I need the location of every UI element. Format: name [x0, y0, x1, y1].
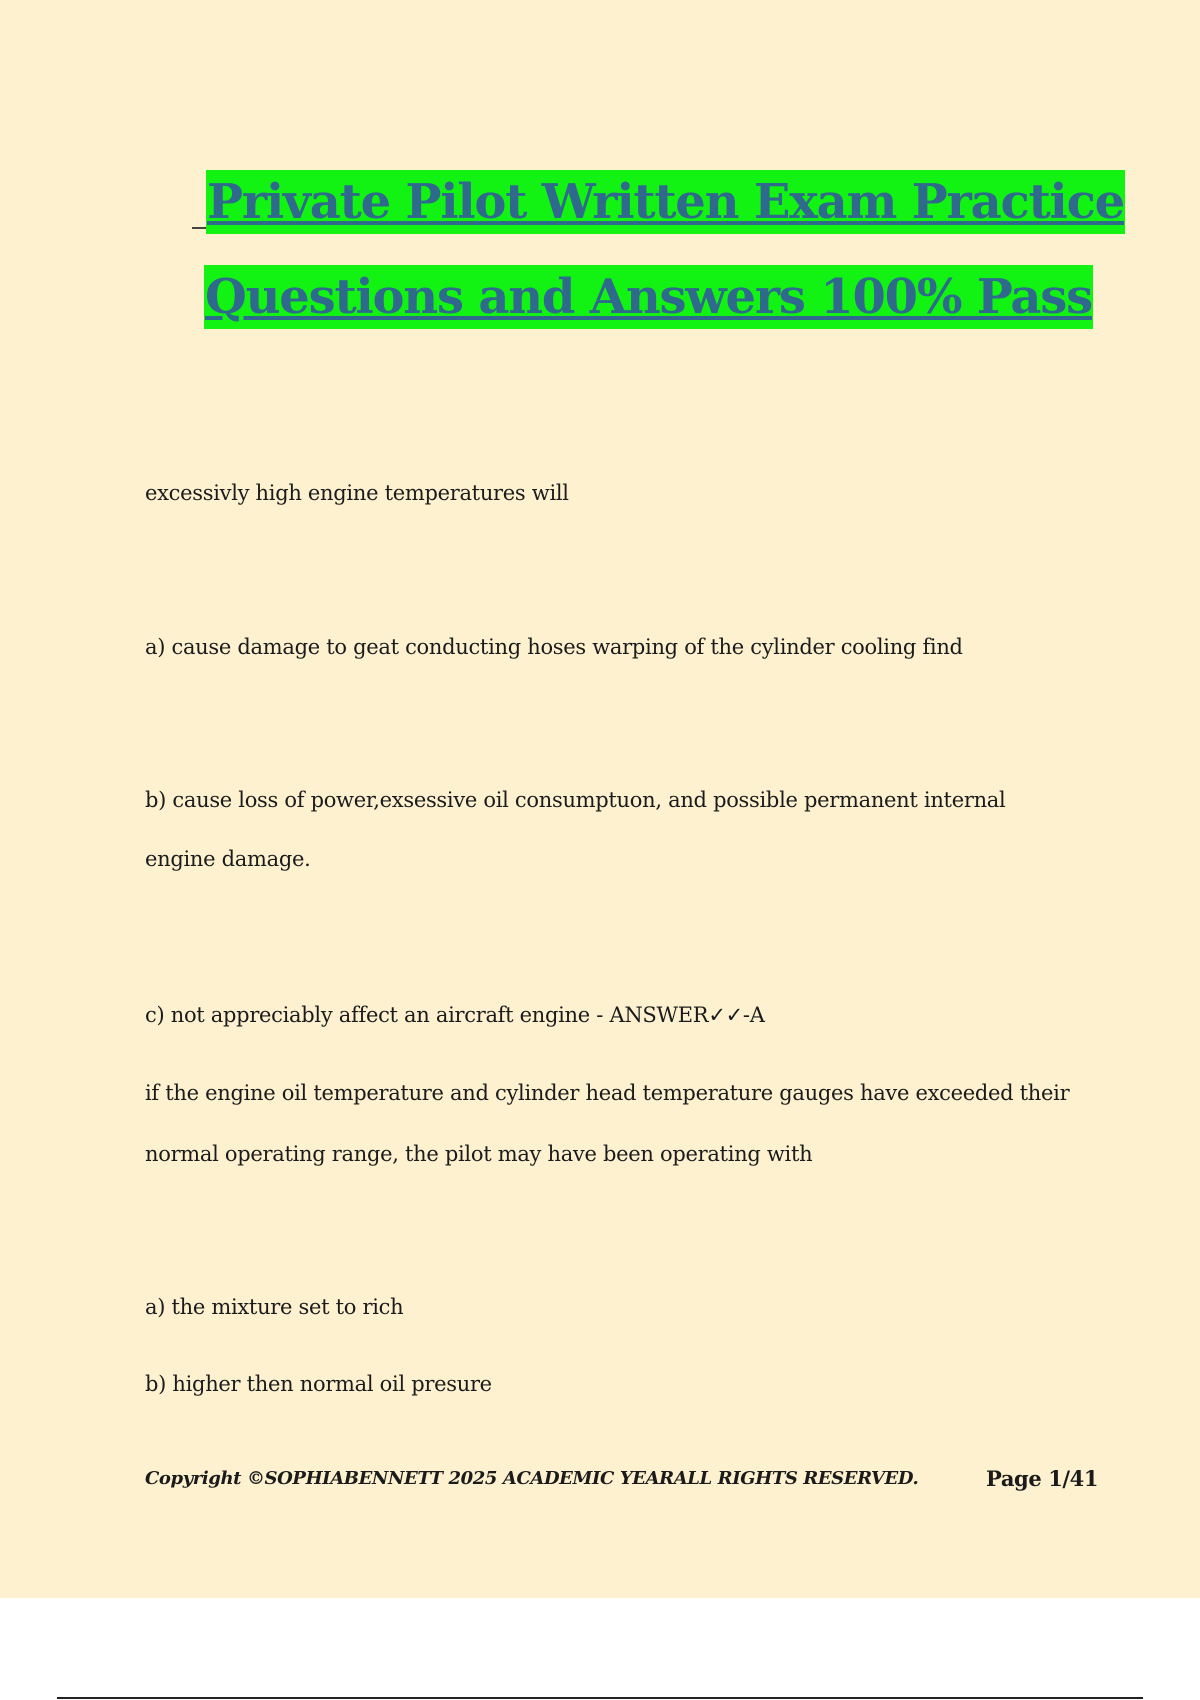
question-1-option-b: b) cause loss of power,exsessive oil consumptuon, and possible permanent internal	[145, 788, 1006, 812]
question-2-stem: if the engine oil temperature and cylinder head temperature gauges have exceeded their	[145, 1081, 1070, 1105]
question-1-option-c-answer: c) not appreciably affect an aircraft engine - ANSWER✓✓-A	[145, 1003, 765, 1027]
question-1-option-b-cont: engine damage.	[145, 847, 311, 871]
title-line-1: Private Pilot Written Exam Practice	[206, 170, 1125, 234]
question-2-option-a: a) the mixture set to rich	[145, 1295, 404, 1319]
question-2-option-b: b) higher then normal oil presure	[145, 1372, 492, 1396]
bottom-divider	[57, 1697, 1143, 1699]
title-underline-mark	[192, 227, 206, 229]
question-2-stem-cont: normal operating range, the pilot may have been operating with	[145, 1142, 813, 1166]
page-number: Page 1/41	[986, 1466, 1099, 1491]
title-line-2: Questions and Answers 100% Pass	[204, 265, 1093, 329]
copyright-notice: Copyright ©SOPHIABENNETT 2025 ACADEMIC YEARALL RIGHTS RESERVED.	[145, 1468, 919, 1489]
question-1-option-a: a) cause damage to geat conducting hoses warping of the cylinder cooling find	[145, 635, 963, 659]
question-1-stem: excessivly high engine temperatures will	[145, 481, 569, 505]
